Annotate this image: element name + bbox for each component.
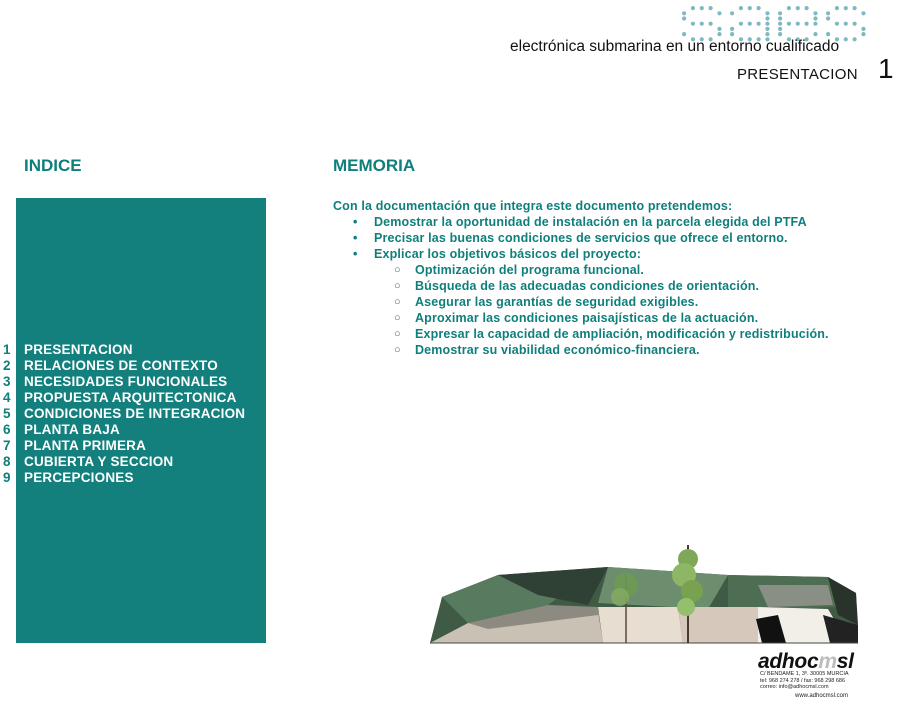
index-item-presentacion[interactable]: PRESENTACION — [24, 342, 133, 357]
brand-logo: adhocmsl — [758, 650, 854, 673]
bullet-ring-icon: ○ — [394, 264, 401, 276]
logo-dot — [717, 32, 721, 36]
logo-dot — [805, 6, 809, 10]
saes-logo — [680, 4, 870, 42]
logo-dot — [826, 32, 830, 36]
logo-dot — [778, 22, 782, 26]
logo-dot — [748, 22, 752, 26]
bullet-ring-icon: ○ — [394, 280, 401, 292]
logo-dot — [787, 6, 791, 10]
logo-dot — [796, 6, 800, 10]
memoria-subbullet: ○ Búsqueda de las adecuadas condiciones de orientación. — [394, 279, 760, 293]
index-number: 7 — [3, 438, 11, 453]
logo-dot — [844, 37, 848, 41]
logo-dot — [739, 22, 743, 26]
bullet-dot-icon: • — [353, 231, 358, 245]
email-text: correo: info@adhocmsl.com — [760, 684, 829, 691]
logo-dot — [739, 6, 743, 10]
logo-dot — [861, 11, 865, 15]
logo-dot — [757, 6, 761, 10]
memoria-subbullet: ○ Expresar la capacidad de ampliación, modificación y redistribución. — [394, 327, 829, 341]
index-item-planta-primera[interactable]: PLANTA PRIMERA — [24, 438, 147, 453]
logo-dot — [835, 6, 839, 10]
logo-dot — [691, 6, 695, 10]
building-render-image — [428, 545, 860, 657]
logo-dot — [861, 32, 865, 36]
logo-dot — [778, 11, 782, 15]
bullet-ring-icon: ○ — [394, 344, 401, 356]
index-item-percepciones[interactable]: PERCEPCIONES — [24, 470, 134, 485]
memoria-body — [333, 198, 829, 358]
memoria-subbullet: ○ Asegurar las garantías de seguridad exigibles. — [394, 295, 699, 309]
logo-dot — [796, 22, 800, 26]
logo-dot — [700, 22, 704, 26]
bullet-ring-icon: ○ — [394, 296, 401, 308]
index-number: 5 — [3, 406, 11, 421]
logo-dot — [717, 11, 721, 15]
logo-dot — [748, 6, 752, 10]
logo-dot — [813, 11, 817, 15]
index-number: 2 — [3, 358, 11, 373]
logo-dot — [765, 27, 769, 31]
index-item-necesidades[interactable]: NECESIDADES FUNCIONALES — [24, 374, 228, 389]
logo-dot — [813, 16, 817, 20]
bullet-dot-icon: • — [353, 247, 358, 261]
logo-dot — [682, 32, 686, 36]
logo-dot — [853, 22, 857, 26]
section-title: PRESENTACION — [737, 66, 858, 83]
bullet-dot-icon: • — [353, 215, 358, 229]
index-item-cubierta[interactable]: CUBIERTA Y SECCION — [24, 454, 174, 469]
logo-dot — [709, 22, 713, 26]
logo-dot — [844, 22, 848, 26]
tagline: electrónica submarina en un entorno cualificado — [510, 38, 840, 55]
logo-dot — [730, 11, 734, 15]
logo-dot — [861, 27, 865, 31]
memoria-subbullet: ○ Demostrar su viabilidad económico-financiera. — [394, 343, 700, 357]
logo-dot — [682, 16, 686, 20]
index-number: 3 — [3, 374, 11, 389]
indice-title: INDICE — [24, 156, 82, 175]
section-number: 1 — [878, 53, 894, 84]
website-link[interactable]: www.adhocmsl.com — [795, 693, 849, 699]
logo-dot — [844, 6, 848, 10]
memoria-bullet: • Explicar los objetivos básicos del proyecto: — [353, 247, 642, 261]
logo-dot — [730, 32, 734, 36]
logo-dot — [813, 22, 817, 26]
logo-dot — [765, 22, 769, 26]
memoria-bullet: • Precisar las buenas condiciones de servicios que ofrece el entorno. — [353, 231, 788, 245]
index-item-condiciones[interactable]: CONDICIONES DE INTEGRACION — [24, 406, 246, 421]
logo-dot — [835, 22, 839, 26]
logo-dot — [765, 32, 769, 36]
logo-dot — [682, 11, 686, 15]
logo-dot — [757, 22, 761, 26]
index-list — [24, 342, 245, 486]
index-number: 9 — [3, 470, 11, 485]
index-numbers — [3, 342, 15, 486]
index-number: 1 — [3, 342, 11, 357]
bullet-ring-icon: ○ — [394, 312, 401, 324]
index-number: 4 — [3, 390, 11, 405]
memoria-title: MEMORIA — [333, 156, 416, 175]
logo-dot — [717, 27, 721, 31]
logo-dot — [826, 11, 830, 15]
logo-dot — [765, 16, 769, 20]
logo-dot — [813, 32, 817, 36]
memoria-intro: Con la documentación que integra este documento pretendemos: — [333, 199, 733, 213]
index-number: 8 — [3, 454, 11, 469]
memoria-subbullet: ○ Optimización del programa funcional. — [394, 263, 645, 277]
logo-dot — [826, 16, 830, 20]
logo-dot — [853, 37, 857, 41]
logo-dot — [805, 22, 809, 26]
index-item-propuesta[interactable]: PROPUESTA ARQUITECTONICA — [24, 390, 237, 405]
bullet-ring-icon: ○ — [394, 328, 401, 340]
address-text: C/ BENDAME 1, 3º. 30005 MURCIA — [760, 671, 849, 677]
logo-dot — [778, 32, 782, 36]
index-item-planta-baja[interactable]: PLANTA BAJA — [24, 422, 120, 437]
index-number: 6 — [3, 422, 11, 437]
logo-dot — [730, 27, 734, 31]
logo-dot — [787, 22, 791, 26]
memoria-subbullet: ○ Aproximar las condiciones paisajísticas de la actuación. — [394, 311, 759, 325]
index-item-relaciones[interactable]: RELACIONES DE CONTEXTO — [24, 358, 218, 373]
logo-dot — [709, 6, 713, 10]
logo-dot — [765, 11, 769, 15]
contact-info — [760, 671, 849, 691]
logo-dot — [778, 27, 782, 31]
logo-dot — [700, 6, 704, 10]
memoria-bullet: • Demostrar la oportunidad de instalación en la parcela elegida del PTFA — [353, 215, 807, 229]
logo-dot — [853, 6, 857, 10]
logo-dot — [778, 16, 782, 20]
phone-text: tel: 968 274 278 / fax: 968 298 686 — [760, 677, 846, 684]
logo-dot — [691, 22, 695, 26]
